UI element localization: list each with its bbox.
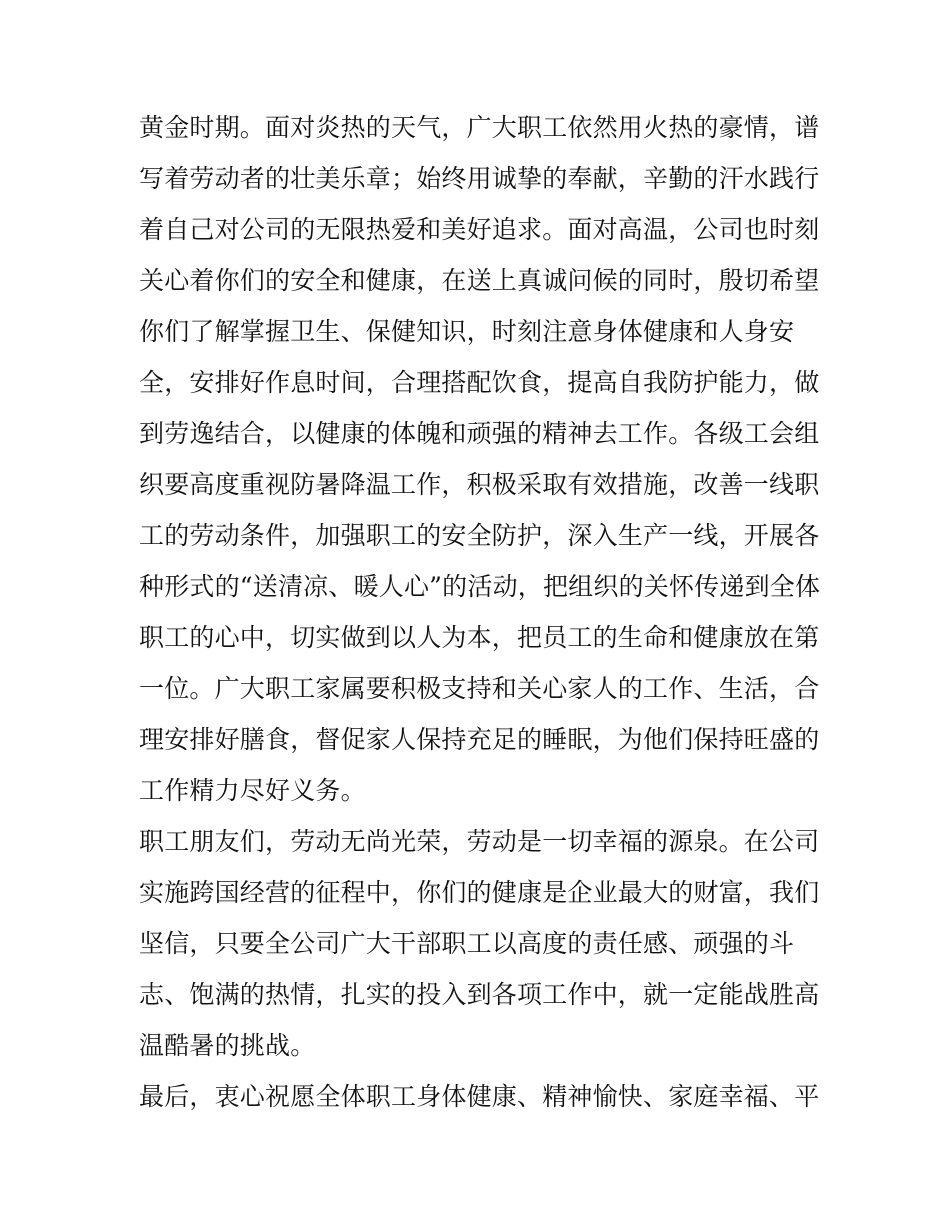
- text-line: 职工朋友们，劳动无尚光荣，劳动是一切幸福的源泉。在公司: [139, 827, 820, 856]
- text-line: 职工的心中，切实做到以人为本，把员工的生命和健康放在第: [139, 623, 820, 652]
- text-line: 最后，衷心祝愿全体职工身体健康、精神愉快、家庭幸福、平: [139, 1082, 820, 1111]
- text-line: 温酷暑的挑战。: [139, 1031, 316, 1060]
- text-line: 坚信，只要全公司广大干部职工以高度的责任感、顽强的斗: [139, 929, 795, 958]
- text-line: 一位。广大职工家属要积极支持和关心家人的工作、生活，合: [139, 674, 820, 703]
- text-line: 种形式的“送清凉、暖人心”的活动，把组织的关怀传递到全体: [139, 572, 821, 601]
- text-line: 工作精力尽好义务。: [139, 776, 366, 805]
- text-line: 黄金时期。面对炎热的天气，广大职工依然用火热的豪情，谱: [139, 113, 820, 142]
- text-line: 你们了解掌握卫生、保健知识，时刻注意身体健康和人身安: [139, 317, 795, 346]
- text-line: 着自己对公司的无限热爱和美好追求。面对高温，公司也时刻: [139, 215, 820, 244]
- text-line: 到劳逸结合，以健康的体魄和顽强的精神去工作。各级工会组: [139, 419, 820, 448]
- text-line: 实施跨国经营的征程中，你们的健康是企业最大的财富，我们: [139, 878, 820, 907]
- text-line: 写着劳动者的壮美乐章；始终用诚挚的奉献，辛勤的汗水践行: [139, 164, 820, 193]
- text-line: 志、饱满的热情，扎实的投入到各项工作中，就一定能战胜高: [139, 980, 820, 1009]
- text-line: 工的劳动条件，加强职工的安全防护，深入生产一线，开展各: [139, 521, 820, 550]
- text-line: 织要高度重视防暑降温工作，积极采取有效措施，改善一线职: [139, 470, 820, 499]
- text-line: 全，安排好作息时间，合理搭配饮食，提高自我防护能力，做: [139, 368, 820, 397]
- text-line: 关心着你们的安全和健康，在送上真诚问候的同时，殷切希望: [139, 266, 820, 295]
- text-line: 理安排好膳食，督促家人保持充足的睡眠，为他们保持旺盛的: [139, 725, 820, 754]
